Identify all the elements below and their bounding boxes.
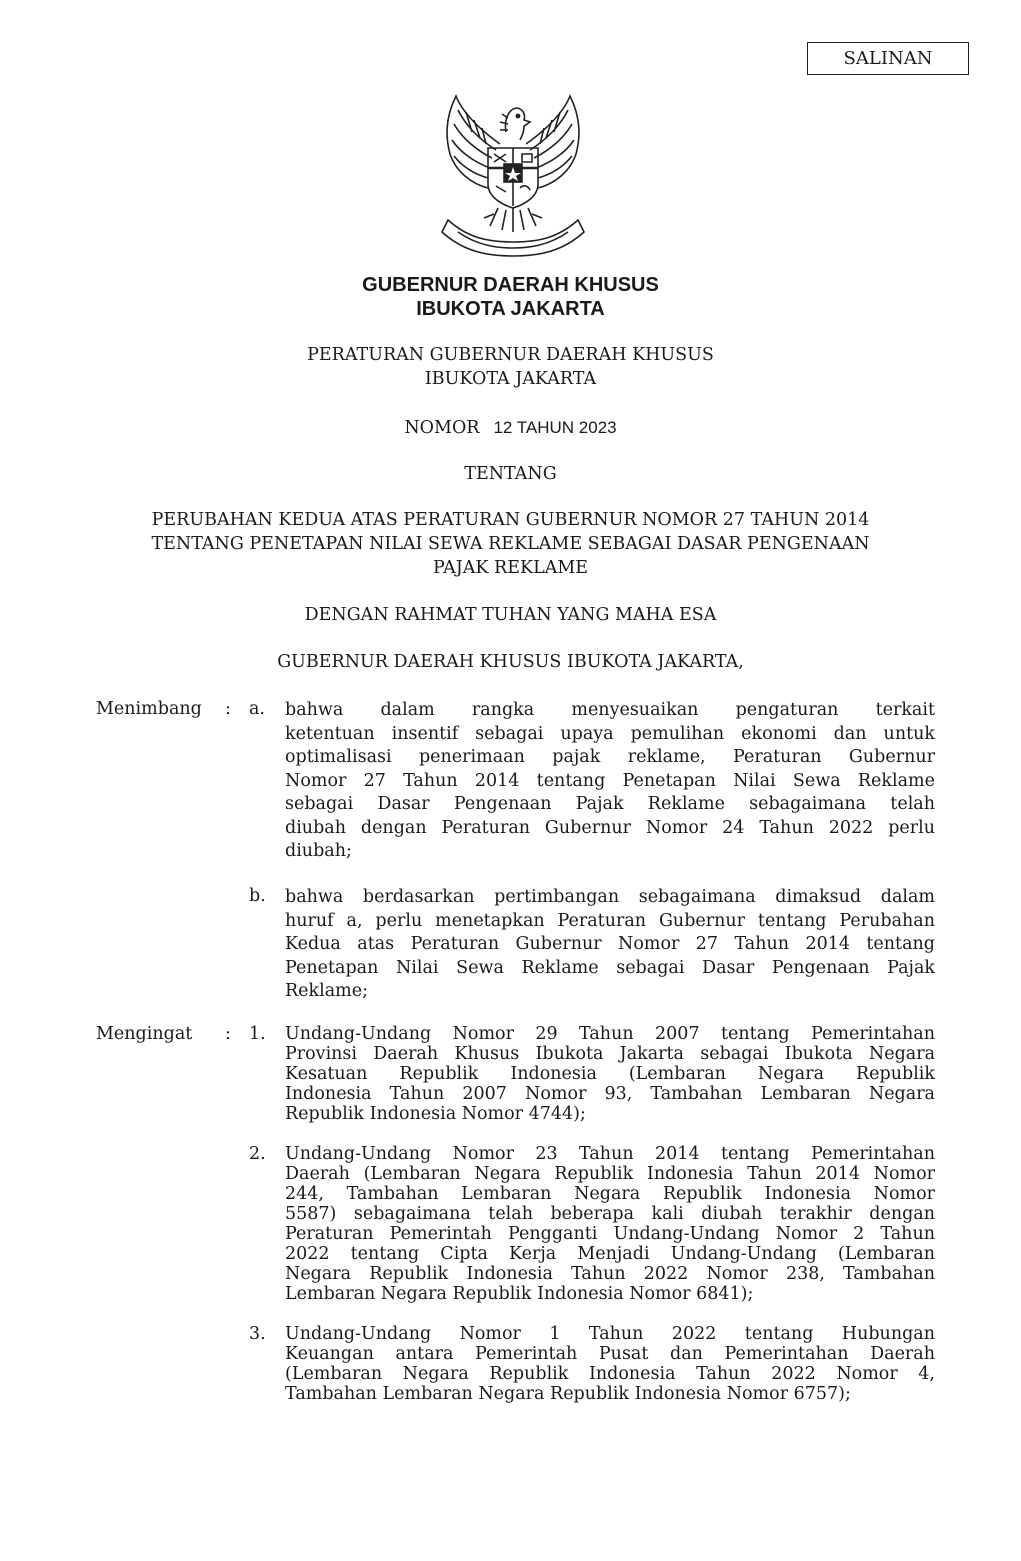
text-line: Republik Indonesia Nomor 4744);: [285, 1104, 586, 1124]
text-line: Indonesia Tahun 2007 Nomor 93, Tambahan Lembaran Negara: [285, 1084, 935, 1104]
menimbang-marker-a: a.: [249, 699, 265, 719]
text-line: diubah dengan Peraturan Gubernur Nomor 24 Tahun 2022 perlu: [285, 817, 935, 838]
text-line: optimalisasi penerimaan pajak reklame, Peraturan Gubernur: [285, 747, 935, 767]
menimbang-colon: :: [225, 699, 231, 719]
text-line: Kesatuan Republik Indonesia (Lembaran Negara Republik: [285, 1064, 935, 1084]
text-line: bahwa berdasarkan pertimbangan sebagaimana dimaksud dalam: [285, 887, 935, 907]
text-line: Kedua atas Peraturan Gubernur Nomor 27 Tahun 2014 tentang: [285, 934, 935, 954]
text-line: Undang-Undang Nomor 23 Tahun 2014 tentang Pemerintahan: [285, 1144, 935, 1164]
text-line: Undang-Undang Nomor 29 Tahun 2007 tentang Pemerintahan: [285, 1024, 935, 1044]
text-line: Daerah (Lembaran Negara Republik Indonesia Tahun 2014 Nomor: [285, 1164, 935, 1184]
tentang-heading: TENTANG: [464, 464, 557, 484]
text-line: Provinsi Daerah Khusus Ibukota Jakarta sebagai Ibukota Negara: [285, 1044, 935, 1064]
text-line: huruf a, perlu menetapkan Peraturan Gubernur tentang Perubahan: [285, 910, 935, 931]
text-line: sebagai Dasar Pengenaan Pajak Reklame sebagaimana telah: [285, 794, 935, 814]
text-line: diubah;: [285, 841, 352, 861]
text-line: Peraturan Pemerintah Pengganti Undang-Undang Nomor 2 Tahun: [285, 1224, 935, 1244]
mengingat-marker-1: 1.: [249, 1024, 266, 1044]
salinan-stamp: SALINAN: [807, 42, 969, 75]
text-line: Negara Republik Indonesia Tahun 2022 Nomor 238, Tambahan: [285, 1264, 935, 1284]
text-line: bahwa dalam rangka menyesuaikan pengaturan terkait: [285, 700, 935, 720]
mengingat-item-1: [285, 1024, 935, 1124]
text-line: (Lembaran Negara Republik Indonesia Tahun 2022 Nomor 4,: [285, 1364, 935, 1384]
governor-title-line1: GUBERNUR DAERAH KHUSUS: [362, 274, 659, 296]
mengingat-label: Mengingat: [96, 1024, 193, 1044]
mengingat-marker-3: 3.: [249, 1324, 266, 1344]
menimbang-item-b: [285, 886, 935, 1004]
nomor-label: NOMOR: [404, 418, 480, 438]
subject-line-3: PAJAK REKLAME: [432, 558, 589, 578]
text-line: Penetapan Nilai Sewa Reklame sebagai Dasar Pengenaan Pajak: [285, 957, 935, 978]
text-line: Reklame;: [285, 981, 369, 1001]
text-line: Lembaran Negara Republik Indonesia Nomor 6841);: [285, 1284, 754, 1304]
regulation-title-line1: PERATURAN GUBERNUR DAERAH KHUSUS: [307, 345, 714, 365]
issuer-line: GUBERNUR DAERAH KHUSUS IBUKOTA JAKARTA,: [277, 652, 744, 672]
text-line: Keuangan antara Pemerintah Pusat dan Pemerintahan Daerah: [285, 1344, 935, 1364]
blessing-line: DENGAN RAHMAT TUHAN YANG MAHA ESA: [304, 605, 717, 625]
mengingat-colon: :: [225, 1024, 231, 1044]
regulation-title-line2: IBUKOTA JAKARTA: [424, 369, 597, 389]
menimbang-label: Menimbang: [96, 699, 202, 719]
text-line: ketentuan insentif sebagai upaya pemulihan ekonomi dan untuk: [285, 723, 935, 744]
text-line: 2022 tentang Cipta Kerja Menjadi Undang-Undang (Lembaran: [285, 1244, 935, 1264]
subject-line-1: PERUBAHAN KEDUA ATAS PERATURAN GUBERNUR NOMOR 27 TAHUN 2014: [151, 510, 870, 530]
subject-line-2: TENTANG PENETAPAN NILAI SEWA REKLAME SEBAGAI DASAR PENGENAAN: [151, 534, 870, 554]
governor-title-line2: IBUKOTA JAKARTA: [416, 298, 605, 320]
mengingat-item-3: [285, 1324, 935, 1404]
regulation-number: [0, 418, 1021, 438]
text-line: 244, Tambahan Lembaran Negara Republik Indonesia Nomor: [285, 1184, 935, 1204]
nomor-value: 12 TAHUN 2023: [493, 418, 617, 437]
text-line: Tambahan Lembaran Negara Republik Indonesia Nomor 6757);: [285, 1384, 851, 1404]
text-line: Nomor 27 Tahun 2014 tentang Penetapan Nilai Sewa Reklame: [285, 770, 935, 791]
menimbang-marker-b: b.: [249, 886, 266, 906]
mengingat-item-2: [285, 1144, 935, 1304]
text-line: Undang-Undang Nomor 1 Tahun 2022 tentang Hubungan: [285, 1324, 935, 1344]
menimbang-item-a: [285, 699, 935, 864]
text-line: 5587) sebagaimana telah beberapa kali diubah terakhir dengan: [285, 1204, 935, 1224]
garuda-pancasila-emblem-icon: [428, 92, 598, 262]
mengingat-marker-2: 2.: [249, 1144, 266, 1164]
